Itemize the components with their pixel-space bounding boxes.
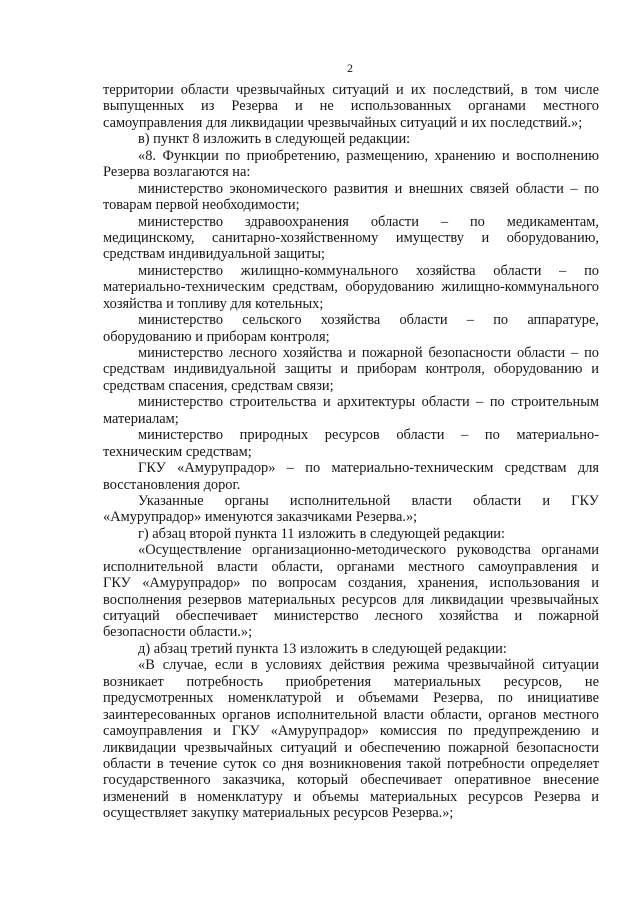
text-line: д) абзац третий пункта 13 изложить в следующей редакции: — [138, 640, 507, 657]
document-body — [103, 82, 599, 822]
paragraph — [103, 181, 599, 214]
paragraph — [103, 312, 599, 345]
paragraph — [103, 460, 599, 493]
text-line: заинтересованных органов исполнительной власти области, органов местного — [103, 706, 599, 723]
text-line: министерство сельского хозяйства области – по аппаратуре, — [138, 312, 599, 329]
text-line: восстановления дорог. — [103, 476, 241, 493]
paragraph — [103, 657, 599, 821]
text-line: предусмотренных номенклатурой и объемами Резерва, по инициативе — [103, 690, 599, 707]
text-line: самоуправления для ликвидации чрезвычайных ситуаций и их последствий.»; — [103, 114, 583, 131]
text-line: «Осуществление организационно-методического руководства органами — [138, 542, 599, 559]
paragraph — [103, 131, 599, 147]
text-line: министерство здравоохранения области – по медикаментам, — [138, 213, 599, 230]
paragraph — [103, 148, 599, 181]
text-line: области в течение суток со дня возникновения такой потребности определяет — [103, 755, 599, 772]
text-line: хозяйства и топливу для котельных; — [103, 295, 324, 312]
text-line: выпущенных из Резерва и не использованных органами местного — [103, 98, 599, 115]
text-line: ситуаций обеспечивает министерство лесного хозяйства и пожарной — [103, 608, 599, 624]
text-line: Резерва возлагаются на: — [103, 164, 251, 181]
text-line: министерство лесного хозяйства и пожарной безопасности области – по — [138, 345, 599, 361]
text-line: г) абзац второй пункта 11 изложить в следующей редакции: — [138, 525, 505, 542]
text-line: «Амурупрадор» именуются заказчиками Резерва.»; — [103, 509, 418, 526]
paragraph — [103, 493, 599, 526]
text-line: материально-техническим средствам, оборудованию жилищно-коммунального — [103, 279, 599, 296]
text-line: осуществляет закупку материальных ресурсов Резерва.»; — [103, 805, 454, 822]
text-line: средствам индивидуальной защиты; — [103, 246, 325, 263]
text-line: изменений в номенклатуру и объемы материальных ресурсов Резерва и — [103, 788, 599, 805]
text-line: материалам; — [103, 410, 179, 427]
page-number: 2 — [347, 61, 353, 75]
text-line: товарам первой необходимости; — [103, 197, 300, 214]
text-line: «8. Функции по приобретению, размещению, хранению и восполнению — [138, 147, 599, 164]
text-line: медицинскому, санитарно-хозяйственному имуществу и оборудованию, — [103, 229, 599, 246]
text-line: министерство строительства и архитектуры области – по строительным — [138, 394, 599, 411]
text-line: министерство жилищно-коммунального хозяйства области – по — [138, 262, 599, 279]
text-line: исполнительной власти области, органами местного самоуправления и — [103, 558, 599, 575]
paragraph — [103, 263, 599, 312]
paragraph — [103, 82, 599, 131]
text-line: самоуправления и ГКУ «Амурупрадор» комиссия по предупреждению и — [103, 723, 599, 740]
text-line: средствам индивидуальной защиты и приборам контроля, оборудованию и — [103, 361, 599, 378]
text-line: территории области чрезвычайных ситуаций и их последствий, в том числе — [103, 82, 599, 98]
text-line: оборудованию и приборам контроля; — [103, 328, 330, 345]
text-line: министерство природных ресурсов области – по материально- — [138, 427, 599, 444]
text-line: «В случае, если в условиях действия режима чрезвычайной ситуации — [138, 657, 599, 674]
paragraph — [103, 526, 599, 542]
text-line: ГКУ «Амурупрадор» – по материально-техническим средствам для — [138, 460, 599, 477]
text-line: возникает потребность приобретения материальных ресурсов, не — [103, 673, 599, 690]
paragraph — [103, 542, 599, 641]
paragraph — [103, 427, 599, 460]
paragraph — [103, 345, 599, 394]
paragraph — [103, 641, 599, 657]
text-line: Указанные органы исполнительной власти области и ГКУ — [138, 492, 599, 509]
text-line: государственного заказчика, который обеспечивает оперативное внесение — [103, 772, 599, 789]
text-line: министерство экономического развития и внешних связей области – по — [138, 180, 599, 197]
paragraph — [103, 394, 599, 427]
paragraph — [103, 214, 599, 263]
text-line: ГКУ «Амурупрадор» по вопросам создания, хранения, использования и — [103, 575, 599, 592]
text-line: техническим средствам; — [103, 443, 252, 460]
text-line: восполнения резервов материальных ресурсов для ликвидации чрезвычайных — [103, 591, 599, 608]
text-line: средствам спасения, средствам связи; — [103, 377, 334, 394]
text-line: безопасности области.»; — [103, 624, 253, 641]
text-line: ликвидации чрезвычайных ситуаций и обеспечению пожарной безопасности — [103, 739, 599, 756]
text-line: в) пункт 8 изложить в следующей редакции: — [138, 131, 411, 148]
